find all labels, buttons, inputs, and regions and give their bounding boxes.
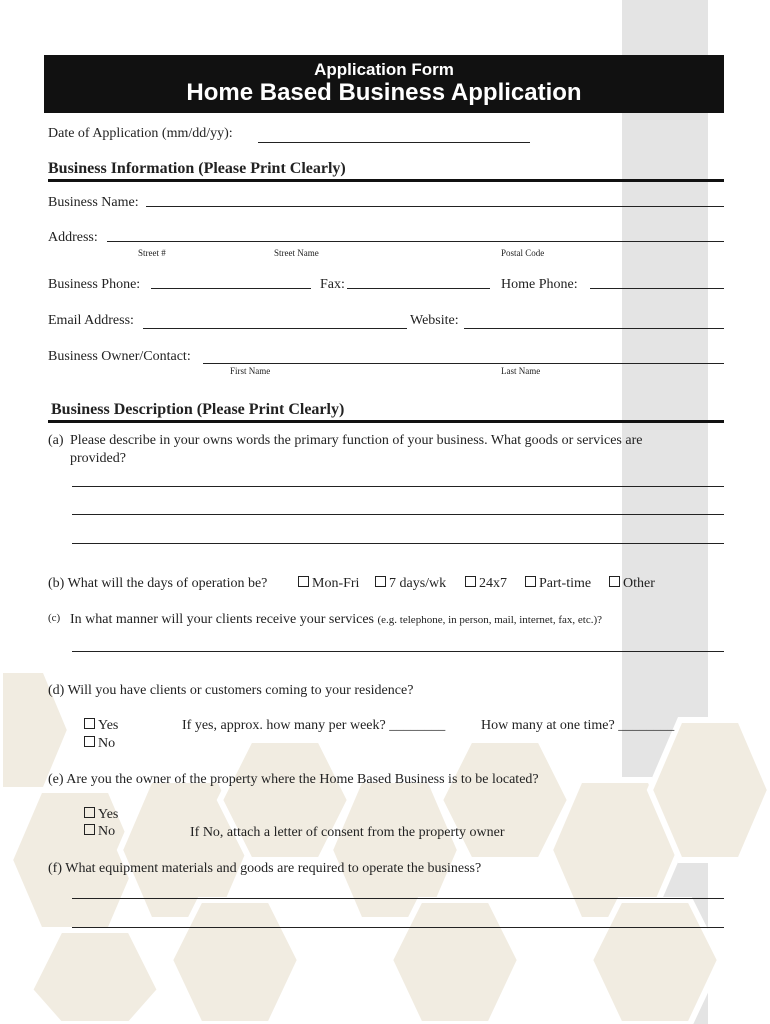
checkbox-7-days[interactable]: 7 days/wk xyxy=(375,576,446,592)
at-one-time-prompt: How many at one time? ________ xyxy=(481,718,675,733)
fax-label: Fax: xyxy=(320,277,345,292)
website-field[interactable] xyxy=(464,328,724,329)
question-d: (d) Will you have clients or customers coming to your residence? xyxy=(48,683,414,698)
question-c: In what manner will your clients receive your services (e.g. telephone, in person, mail, internet, fax, etc.)? xyxy=(70,612,603,627)
answer-f-line-2[interactable] xyxy=(72,927,724,928)
business-phone-label: Business Phone: xyxy=(48,277,141,292)
checkbox-icon xyxy=(84,824,95,835)
checkbox-icon xyxy=(84,736,95,747)
section-rule xyxy=(48,420,724,423)
checkbox-icon xyxy=(298,576,309,587)
home-phone-label: Home Phone: xyxy=(501,277,578,292)
business-name-field[interactable] xyxy=(146,206,724,207)
form-title: Home Based Business Application xyxy=(186,79,582,106)
consent-note: If No, attach a letter of consent from the property owner xyxy=(190,825,505,840)
checkbox-icon xyxy=(465,576,476,587)
owner-contact-field[interactable] xyxy=(203,363,724,364)
address-field[interactable] xyxy=(107,241,724,242)
checkbox-e-yes[interactable]: Yes xyxy=(84,807,118,823)
answer-a-line-2[interactable] xyxy=(72,514,724,515)
email-label: Email Address: xyxy=(48,313,134,328)
answer-c-line[interactable] xyxy=(72,651,724,652)
last-name-caption: Last Name xyxy=(501,366,541,376)
question-a-line1: Please describe in your owns words the primary function of your business. What goods or services are xyxy=(70,433,643,448)
question-b: (b) What will the days of operation be? xyxy=(48,576,268,591)
business-name-label: Business Name: xyxy=(48,195,139,210)
business-phone-field[interactable] xyxy=(151,288,311,289)
website-label: Website: xyxy=(410,313,459,328)
form-subtitle: Application Form xyxy=(314,60,454,79)
checkbox-d-yes[interactable]: Yes xyxy=(84,718,118,734)
question-a-line2: provided? xyxy=(70,451,126,466)
checkbox-icon xyxy=(375,576,386,587)
checkbox-24x7[interactable]: 24x7 xyxy=(465,576,507,592)
address-label: Address: xyxy=(48,230,98,245)
email-field[interactable] xyxy=(143,328,407,329)
checkbox-other[interactable]: Other xyxy=(609,576,655,592)
business-desc-heading: Business Description (Please Print Clearly) xyxy=(51,401,345,418)
fax-field[interactable] xyxy=(347,288,490,289)
business-info-heading: Business Information (Please Print Clearly) xyxy=(48,160,346,177)
checkbox-e-no[interactable]: No xyxy=(84,824,115,840)
checkbox-icon xyxy=(525,576,536,587)
postal-code-caption: Postal Code xyxy=(501,248,545,258)
checkbox-part-time[interactable]: Part-time xyxy=(525,576,591,592)
question-c-examples: (e.g. telephone, in person, mail, internet, fax, etc.)? xyxy=(377,614,603,626)
checkbox-d-no[interactable]: No xyxy=(84,736,115,752)
date-of-application-label: Date of Application (mm/dd/yy): xyxy=(48,126,233,141)
checkbox-icon xyxy=(84,807,95,818)
answer-a-line-1[interactable] xyxy=(72,486,724,487)
question-e: (e) Are you the owner of the property where the Home Based Business is to be located? xyxy=(48,772,539,787)
first-name-caption: First Name xyxy=(230,366,271,376)
owner-contact-label: Business Owner/Contact: xyxy=(48,349,191,364)
checkbox-icon xyxy=(609,576,620,587)
answer-a-line-3[interactable] xyxy=(72,543,724,544)
per-week-prompt: If yes, approx. how many per week? ________ xyxy=(182,718,446,733)
answer-f-line-1[interactable] xyxy=(72,898,724,899)
street-name-caption: Street Name xyxy=(274,248,319,258)
question-c-prefix: (c) xyxy=(48,612,61,624)
question-a-prefix: (a) xyxy=(48,433,64,448)
checkbox-mon-fri[interactable]: Mon-Fri xyxy=(298,576,359,592)
street-number-caption: Street # xyxy=(138,248,166,258)
home-phone-field[interactable] xyxy=(590,288,724,289)
date-of-application-field[interactable] xyxy=(258,142,530,143)
question-f: (f) What equipment materials and goods are required to operate the business? xyxy=(48,861,482,876)
section-rule xyxy=(48,179,724,182)
checkbox-icon xyxy=(84,718,95,729)
form-header xyxy=(44,55,724,113)
